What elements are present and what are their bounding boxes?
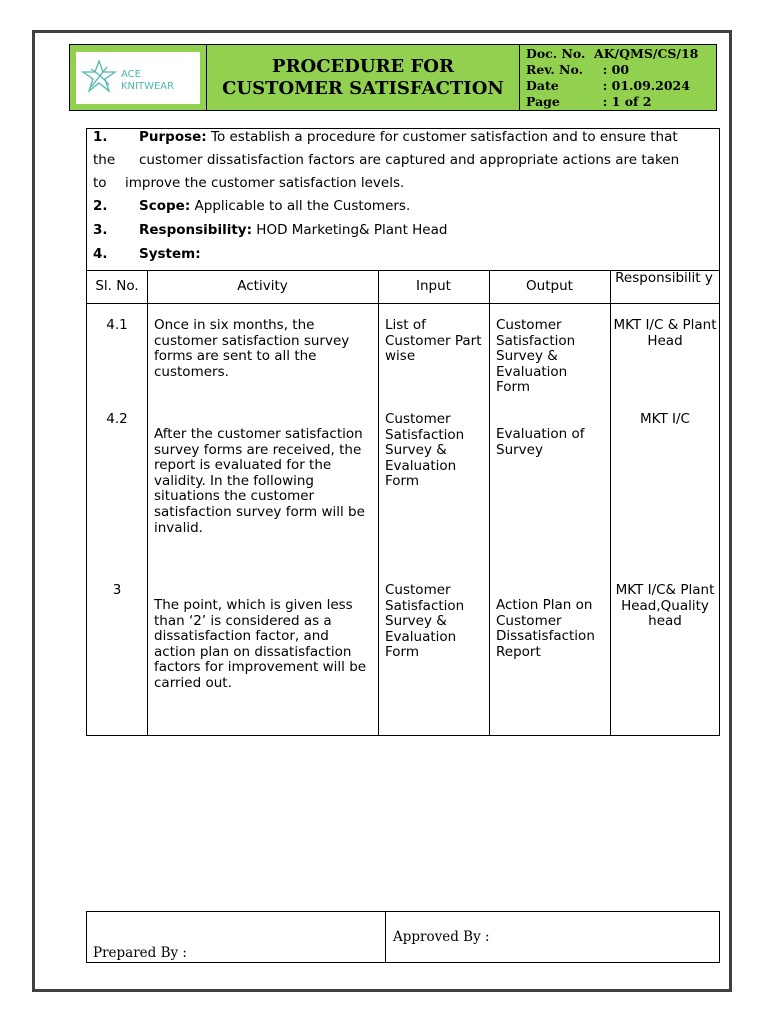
row-3-input: Customer Satisfaction Survey & Evaluation Form	[385, 582, 465, 661]
table-header-border	[87, 303, 719, 304]
row-3-sl-no: 3	[112, 582, 122, 598]
document-header	[69, 44, 717, 111]
purpose-text-2a: the	[93, 152, 116, 168]
procedure-table	[87, 270, 719, 736]
header-output: Output	[526, 278, 573, 294]
title-line-1: PROCEDURE FOR	[272, 55, 454, 77]
star-logo-icon	[79, 55, 197, 101]
date-value: : 01.09.2024	[594, 77, 690, 93]
purpose-text-2b: customer dissatisfaction factors are captured and appropriate actions are taken	[139, 152, 680, 168]
doc-no-value: AK/QMS/CS/18	[594, 45, 699, 61]
row-3-output: Action Plan on Customer Dissatisfaction Report	[496, 597, 595, 660]
scope-number: 2.	[93, 198, 108, 214]
row-1-output: Customer Satisfaction Survey & Evaluation Form	[496, 317, 576, 396]
col-divider-1	[147, 270, 148, 736]
purpose-label: Purpose:	[139, 129, 207, 145]
row-1-sl-no: 4.1	[106, 317, 128, 333]
system-label: System:	[139, 246, 201, 262]
prepared-by-cell	[87, 912, 386, 962]
row-2-activity: After the customer satisfaction survey forms are received, the report is evaluated for the validity. In the following situations the customer satisfaction survey form will be invalid.	[154, 426, 365, 536]
rev-no-label: Rev. No.	[526, 61, 583, 77]
doc-no-row	[526, 46, 716, 62]
signature-footer	[86, 911, 720, 963]
approved-by-label: Approved By :	[393, 929, 490, 945]
rev-no-row	[526, 62, 716, 78]
header-activity: Activity	[237, 278, 288, 294]
header-responsibility: Responsibilit y	[615, 270, 713, 286]
page-row	[526, 94, 716, 110]
row-2-input: Customer Satisfaction Survey & Evaluation Form	[385, 411, 465, 490]
logo-text-ace: ACE	[121, 68, 141, 80]
prepared-by-label: Prepared By :	[93, 945, 187, 961]
company-logo	[76, 52, 200, 104]
doc-no-label: Doc. No.	[526, 45, 586, 61]
scope-line	[93, 198, 410, 214]
page-label: Page	[526, 93, 560, 109]
scope-text: Applicable to all the Customers.	[190, 198, 411, 214]
page-value: : 1 of 2	[594, 93, 652, 109]
row-2-sl-no: 4.2	[106, 411, 128, 427]
row-1-input: List of Customer Part wise	[385, 317, 482, 365]
col-divider-2	[378, 270, 379, 736]
header-input: Input	[416, 278, 451, 294]
scope-label: Scope:	[139, 198, 191, 214]
header-sl-no: Sl. No.	[95, 278, 139, 294]
purpose-line-2	[93, 152, 679, 168]
procedure-body	[86, 128, 720, 736]
row-2-responsibility: MKT I/C	[640, 411, 690, 427]
logo-text-knitwear: KNITWEAR	[121, 80, 175, 92]
responsibility-line	[93, 222, 447, 238]
title-line-2: CUSTOMER SATISFACTION	[222, 77, 504, 99]
responsibility-text: HOD Marketing& Plant Head	[252, 222, 448, 238]
row-3-activity: The point, which is given less than ‘2’ is considered as a dissatisfaction factor, and action plan on dissatisfaction factors for improvement will be carried out.	[154, 597, 367, 691]
rev-no-value: : 00	[594, 61, 630, 77]
purpose-line-3	[93, 175, 404, 191]
purpose-text-3a: to	[93, 175, 107, 191]
logo-cell	[70, 45, 207, 110]
approved-by-cell	[386, 912, 719, 962]
system-line	[93, 246, 201, 262]
date-row	[526, 78, 716, 94]
responsibility-label: Responsibility:	[139, 222, 252, 238]
purpose-text-3b: improve the customer satisfaction levels.	[125, 175, 405, 191]
purpose-number: 1.	[93, 129, 108, 145]
purpose-text-1: To establish a procedure for customer satisfaction and to ensure that	[206, 129, 678, 145]
document-title	[207, 45, 520, 110]
row-3-responsibility: MKT I/C& Plant Head,Quality head	[615, 582, 715, 630]
responsibility-number: 3.	[93, 222, 108, 238]
col-divider-3	[489, 270, 490, 736]
document-info	[520, 45, 716, 110]
row-1-activity: Once in six months, the customer satisfaction survey forms are sent to all the customers.	[154, 317, 350, 380]
system-number: 4.	[93, 246, 108, 262]
row-2-output: Evaluation of Survey	[496, 426, 585, 458]
row-1-responsibility: MKT I/C & Plant Head	[613, 317, 717, 349]
date-label: Date	[526, 77, 559, 93]
purpose-line-1	[93, 129, 678, 145]
